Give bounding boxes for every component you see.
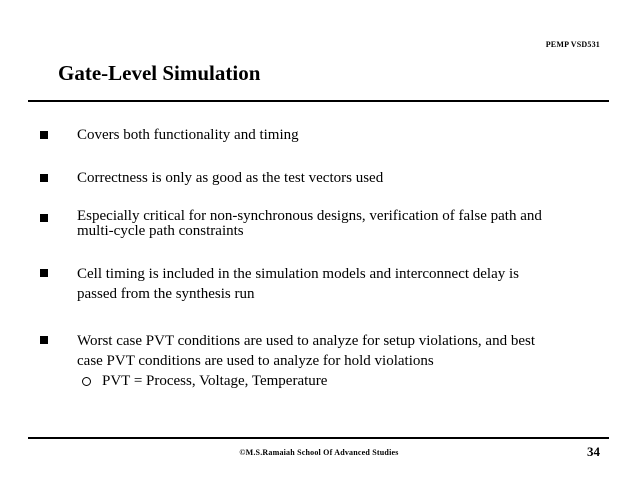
hollow-circle-bullet-icon: [82, 377, 91, 386]
sub-bullet-text: PVT = Process, Voltage, Temperature: [102, 373, 328, 389]
bullet-text: [77, 169, 597, 187]
square-bullet-icon: [40, 131, 48, 139]
bottom-divider: [28, 437, 609, 439]
course-code: PEMP VSD531: [545, 40, 600, 49]
square-bullet-icon: [40, 269, 48, 277]
bullet-line: multi-cycle path constraints: [77, 223, 244, 239]
bullet-line: passed from the synthesis run: [77, 286, 255, 302]
slide-title: Gate-Level Simulation: [58, 61, 261, 85]
bullet-line: Cell timing is included in the simulation models and interconnect delay is: [77, 266, 520, 282]
bullet-line: Especially critical for non-synchronous designs, verification of false path and: [77, 208, 542, 224]
square-bullet-icon: [40, 214, 48, 222]
top-divider: [28, 100, 609, 102]
bullet-text: [77, 209, 597, 239]
bullet-line: case PVT conditions are used to analyze for hold violations: [77, 353, 434, 369]
footer-copyright: ©M.S.Ramaiah School Of Advanced Studies: [239, 448, 399, 457]
bullet-line: Worst case PVT conditions are used to analyze for setup violations, and best: [77, 333, 535, 349]
bullet-text: [77, 126, 597, 144]
page-number: 34: [587, 444, 600, 459]
square-bullet-icon: [40, 336, 48, 344]
bullet-text: [77, 264, 597, 304]
bullet-line: Covers both functionality and timing: [77, 127, 299, 143]
bullet-line: Correctness is only as good as the test vectors used: [77, 170, 384, 186]
square-bullet-icon: [40, 174, 48, 182]
bullet-text: [77, 331, 597, 371]
